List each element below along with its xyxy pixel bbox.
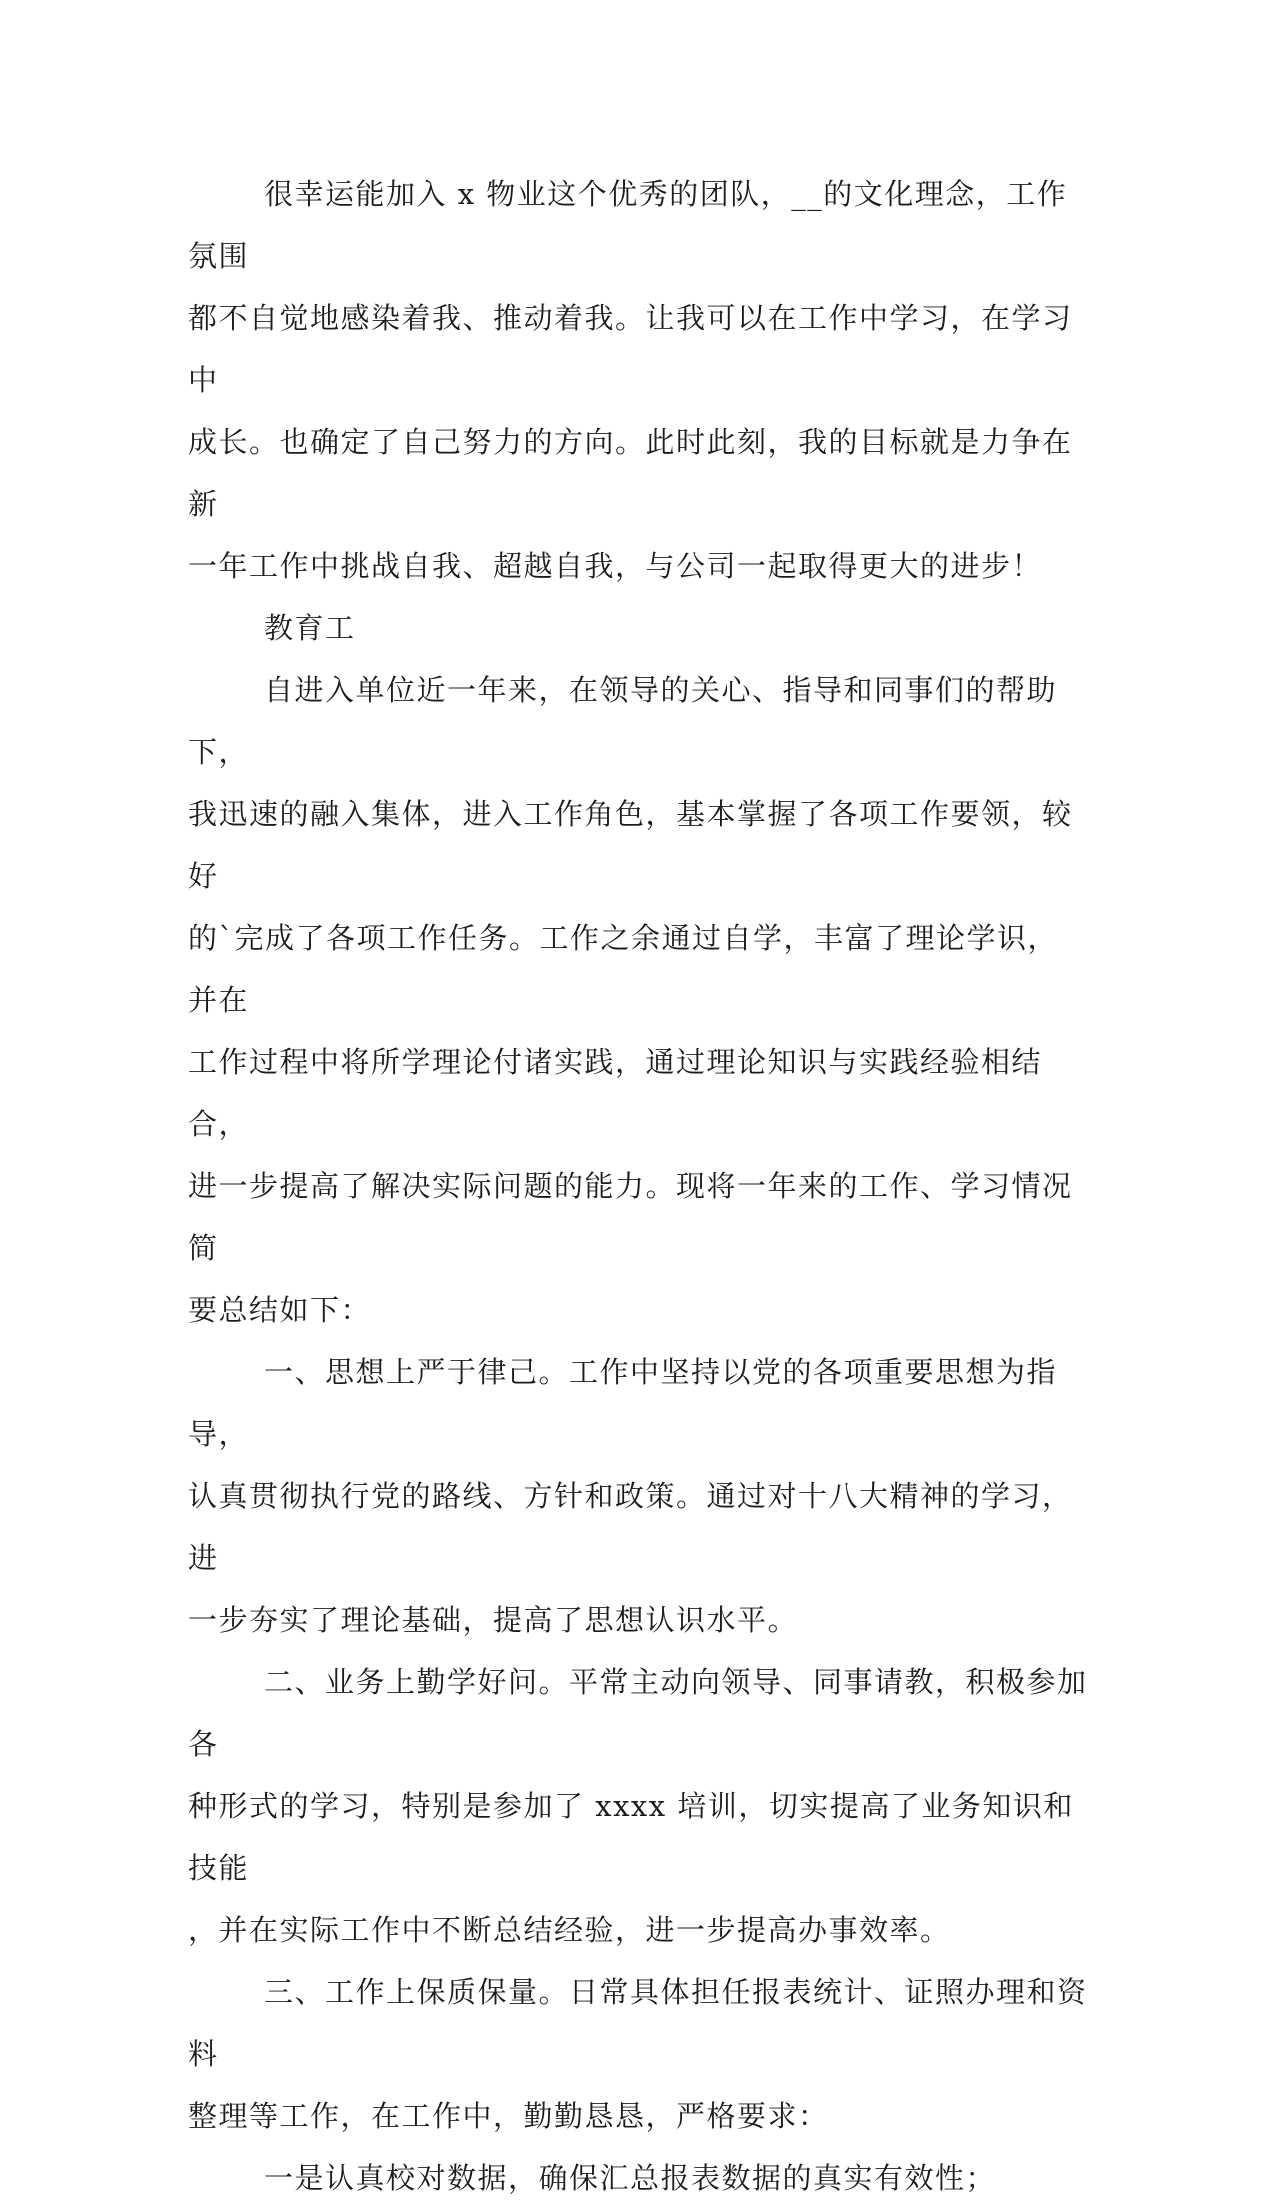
text-line: 进一步提高了解决实际问题的能力。现将一年来的工作、学习情况简: [188, 1169, 1073, 1265]
section-heading: [188, 597, 1088, 659]
paragraph-team-intro: [188, 163, 1088, 597]
text-line: 要总结如下：: [188, 1293, 372, 1327]
text-line: 我迅速的融入集体，进入工作角色，基本掌握了各项工作要领，较好: [188, 797, 1073, 893]
text-line: 很幸运能加入 x 物业这个优秀的团队，__的文化理念，工作氛围: [188, 177, 1068, 273]
paragraph-summary-intro: [188, 659, 1088, 1341]
text-line: 一、思想上严于律己。工作中坚持以党的各项重要思想为指导，: [188, 1355, 1058, 1451]
text-line: 三、工作上保质保量。日常具体担任报表统计、证照办理和资料: [188, 1975, 1088, 2071]
text-line: 一是认真校对数据，确保汇总报表数据的真实有效性；: [264, 2161, 997, 2195]
text-line: 教育工: [264, 611, 356, 645]
text-line: 认真贯彻执行党的路线、方针和政策。通过对十八大精神的学习，进: [188, 1479, 1073, 1575]
text-line: 工作过程中将所学理论付诸实践，通过理论知识与实践经验相结合，: [188, 1045, 1043, 1141]
paragraph-point-two: [188, 1651, 1088, 1961]
text-line: 整理等工作，在工作中，勤勤恳恳，严格要求：: [188, 2099, 829, 2133]
text-line: 自进入单位近一年来，在领导的关心、指导和同事们的帮助下，: [188, 673, 1058, 769]
paragraph-point-one: [188, 1341, 1088, 1651]
text-line: 的`完成了各项工作任务。工作之余通过自学，丰富了理论学识，并在: [188, 921, 1059, 1017]
paragraph-sub-point-one: [188, 2147, 1088, 2209]
paragraph-point-three: [188, 1961, 1088, 2147]
text-line: 一步夯实了理论基础，提高了思想认识水平。: [188, 1603, 799, 1637]
text-line: 都不自觉地感染着我、推动着我。让我可以在工作中学习，在学习中: [188, 301, 1073, 397]
text-line: 种形式的学习，特别是参加了 xxxx 培训，切实提高了业务知识和技能: [188, 1789, 1074, 1885]
text-line: ，并在实际工作中不断总结经验，进一步提高办事效率。: [188, 1913, 951, 1947]
text-line: 成长。也确定了自己努力的方向。此时此刻，我的目标就是力争在新: [188, 425, 1073, 521]
document-body: [188, 163, 1088, 2209]
text-line: 一年工作中挑战自我、超越自我，与公司一起取得更大的进步！: [188, 549, 1043, 583]
text-line: 二、业务上勤学好问。平常主动向领导、同事请教，积极参加各: [188, 1665, 1088, 1761]
